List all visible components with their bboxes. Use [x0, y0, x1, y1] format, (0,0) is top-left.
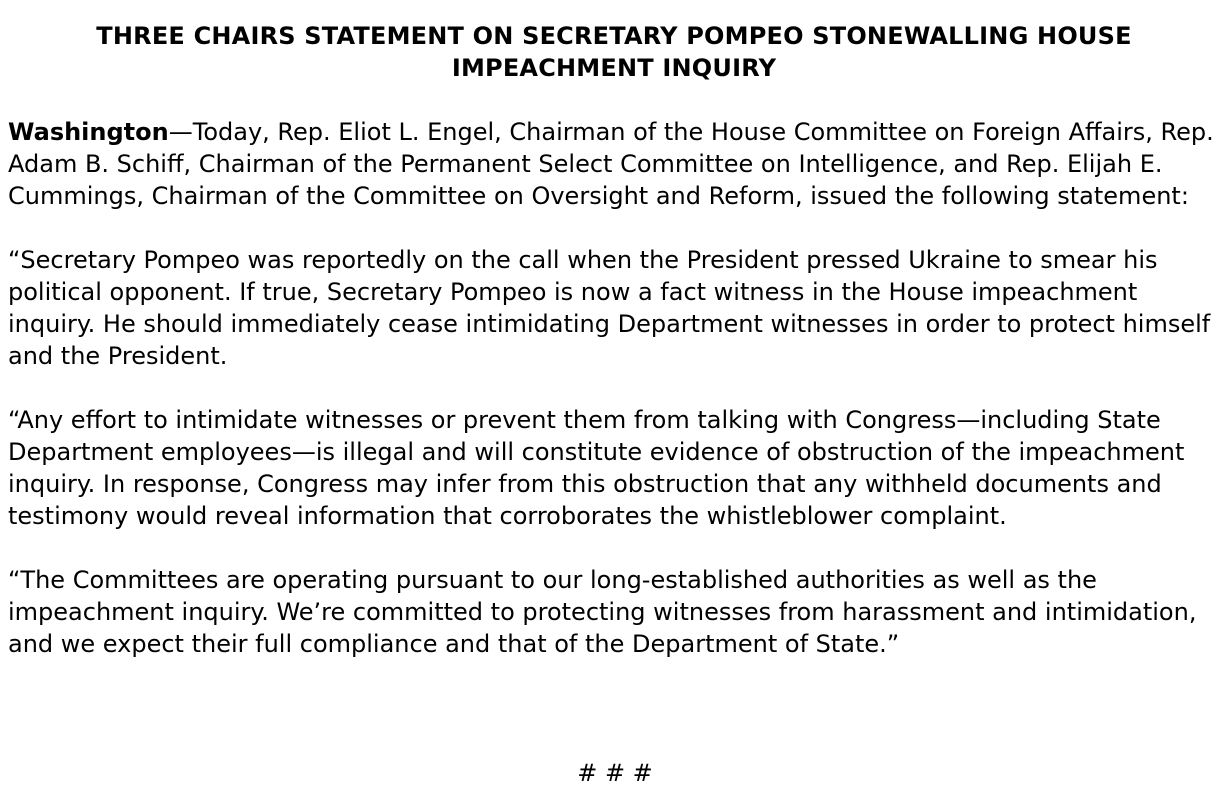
- statement-title: THREE CHAIRS STATEMENT ON SECRETARY POMPEO STONEWALLING HOUSE IMPEACHMENT INQUIRY: [96, 22, 1132, 82]
- dateline: Washington: [8, 118, 169, 146]
- statement-paragraph-2: “Any effort to intimidate witnesses or prevent them from talking with Congress—including State Department employees—is illegal and will constitute evidence of obstruction of the impeachment inquiry. In response, Congress may infer from this obstruction that any withheld documents and testimony would reveal information that corroborates the whistleblower complaint.: [8, 406, 1185, 530]
- statement-paragraph-1: “Secretary Pompeo was reportedly on the call when the President pressed Ukraine to smear his political opponent. If true, Secretary Pompeo is now a fact witness in the House impeachment inquiry. He should immediately cease intimidating Department witnesses in order to protect himself and the President.: [8, 246, 1211, 370]
- intro-paragraph: [8, 116, 1220, 212]
- statement-paragraph-3: “The Committees are operating pursuant to our long-established authorities as well as the impeachment inquiry. We’re committed to protecting witnesses from harassment and intimidation, and we expect their full compliance and that of the Department of State.”: [8, 566, 1197, 658]
- intro-text: —Today, Rep. Eliot L. Engel, Chairman of the House Committee on Foreign Affairs, Rep. Adam B. Schiff, Chairman of the Permanent Select Committee on Intelligence, and Rep. Elijah E. Cummings, Chairman of the Committee on Oversight and Reform, issued the following statement:: [8, 118, 1214, 210]
- end-of-release-mark: # # #: [577, 759, 653, 787]
